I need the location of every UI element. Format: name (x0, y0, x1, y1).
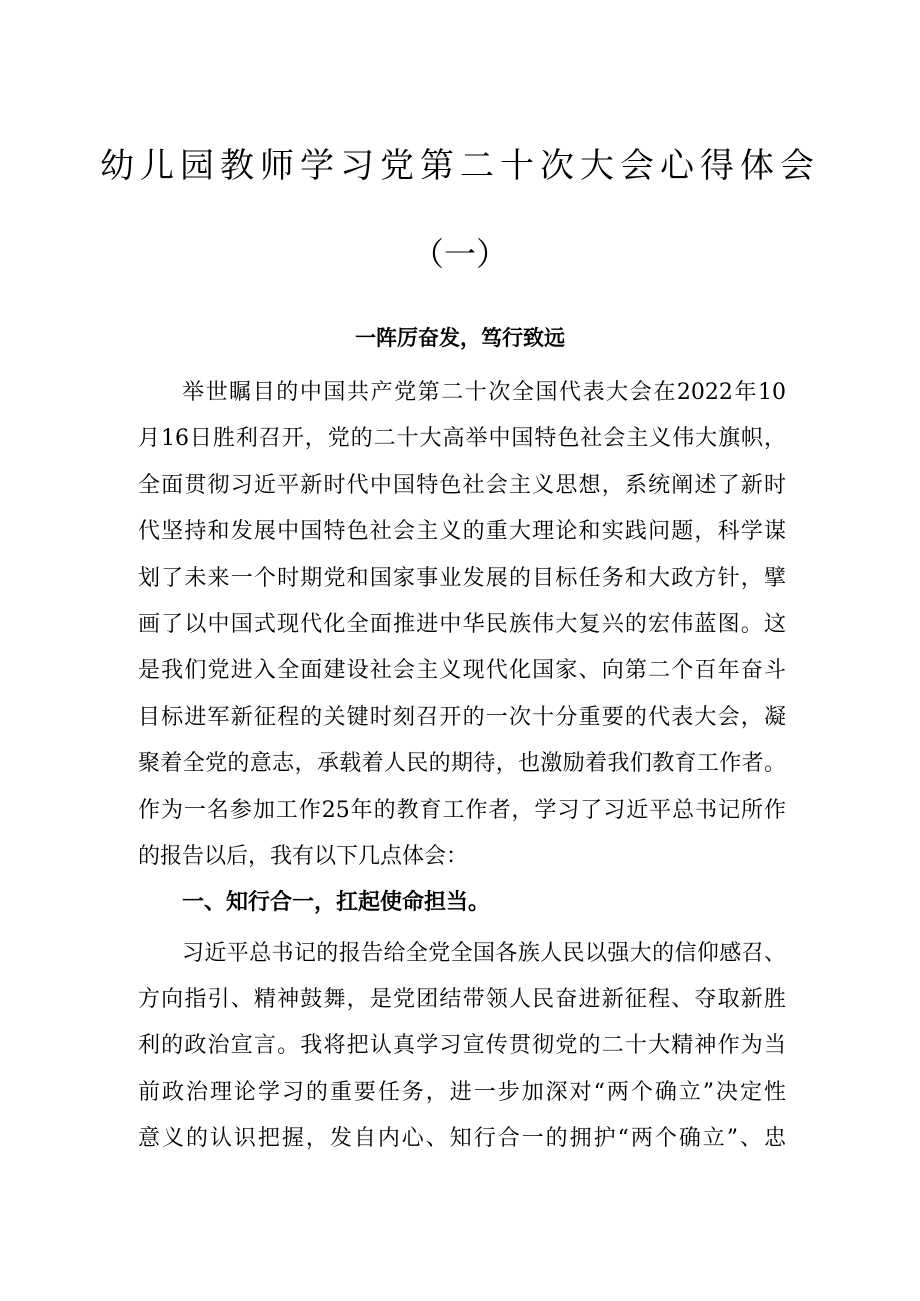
paragraph-line: 全面贯彻习近平新时代中国特色社会主义思想，系统阐述了新时 (138, 472, 786, 498)
paragraph-line: 目标进军新征程的关键时刻召开的一次十分重要的代表大会，凝 (138, 704, 786, 730)
paragraph-line: 作为一名参加工作25年的教育工作者，学习了习近平总书记所作 (138, 797, 786, 823)
paragraph-line: 代坚持和发展中国特色社会主义的重大理论和实践问题，科学谋 (138, 519, 786, 545)
paragraph-line: 画了以中国式现代化全面推进中华民族伟大复兴的宏伟蓝图。这 (138, 611, 786, 637)
document-subtitle: 一阵厉奋发，笃行致远 (355, 326, 565, 350)
paragraph-line: 举世瞩目的中国共产党第二十次全国代表大会在2022年10 (182, 380, 786, 405)
paragraph-line: 前政治理论学习的重要任务，进一步加深对“两个确立”决定性 (138, 1079, 786, 1105)
paragraph-line: 方向指引、精神鼓舞，是党团结带领人民奋进新征程、夺取新胜 (138, 987, 786, 1013)
paragraph-line: 聚着全党的意志，承载着人民的期待，也激励着我们教育工作者。 (138, 751, 786, 777)
paragraph-line: 月16日胜利召开，党的二十大高举中国特色社会主义伟大旗帜， (138, 426, 786, 452)
paragraph-line: 是我们党进入全面建设社会主义现代化国家、向第二个百年奋斗 (138, 658, 786, 684)
paragraph-line: 意义的认识把握，发自内心、知行合一的拥护“两个确立”、忠 (138, 1126, 786, 1152)
section-heading: 一、知行合一，扛起使命担当。 (182, 890, 491, 916)
paragraph-line: 的报告以后，我有以下几点体会： (138, 843, 469, 869)
document-body (138, 370, 786, 1163)
document-title: 幼儿园教师学习党第二十次大会心得体会 (100, 146, 820, 186)
paragraph-line: 习近平总书记的报告给全党全国各族人民以强大的信仰感召、 (182, 940, 786, 966)
paragraph-line: 利的政治宣言。我将把认真学习宣传贯彻党的二十大精神作为当 (138, 1033, 786, 1059)
paragraph-line: 划了未来一个时期党和国家事业发展的目标任务和大政方针，擘 (138, 565, 786, 591)
document-part-number: （一） (411, 235, 508, 273)
